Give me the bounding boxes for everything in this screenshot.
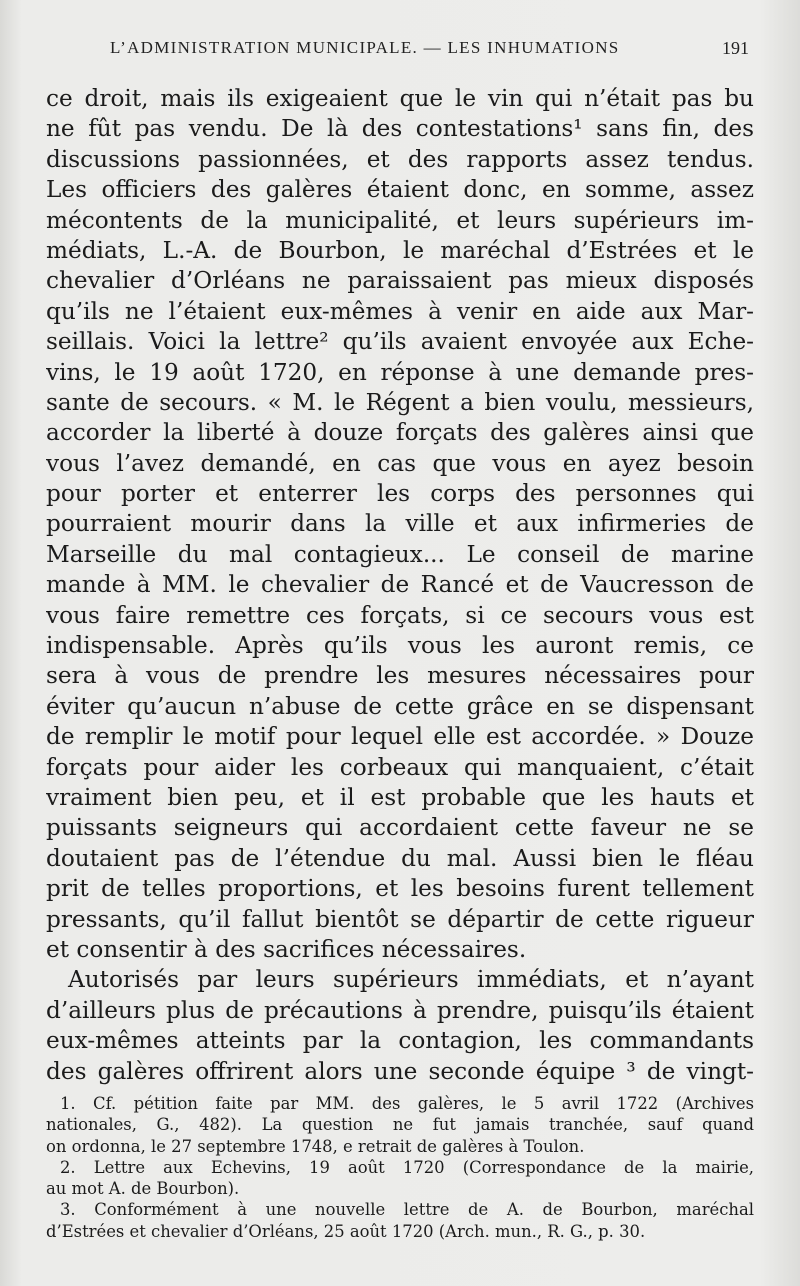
footnote-line: on ordonna, le 27 septembre 1748, e retrait de galères à Toulon.	[46, 1136, 585, 1156]
text-line: ne fût pas vendu. De là des contestations¹ sans fin, des	[46, 115, 754, 143]
text-line: chevalier d’Orléans ne paraissaient pas mieux disposés	[46, 267, 754, 295]
footnote-line: nationales, G., 482). La question ne fut jamais tranchée, sauf quand	[46, 1115, 754, 1135]
text-line: indispensable. Après qu’ils vous les auront remis, ce	[46, 632, 754, 660]
text-line: mande à MM. le chevalier de Rancé et de Vaucresson de	[46, 571, 754, 599]
text-line: vous faire remettre ces forçats, si ce secours vous est	[46, 601, 754, 629]
text-line: éviter qu’aucun n’abuse de cette grâce en se dispensant	[46, 692, 754, 720]
text-line: vraiment bien peu, et il est probable que les hauts et	[46, 783, 754, 811]
text-line: doutaient pas de l’étendue du mal. Aussi bien le fléau	[46, 844, 754, 872]
page-number: 191	[722, 38, 749, 58]
text-line: mécontents de la municipalité, et leurs supérieurs im-	[46, 206, 754, 234]
text-line: accorder la liberté à douze forçats des galères ainsi que	[46, 419, 754, 447]
text-line: forçats pour aider les corbeaux qui manquaient, c’était	[46, 753, 754, 781]
text-line: de remplir le motif pour lequel elle est accordée. » Douze	[46, 723, 754, 751]
text-line: sante de secours. « M. le Régent a bien voulu, messieurs,	[46, 388, 754, 416]
text-line: pourraient mourir dans la ville et aux infirmeries de	[46, 510, 754, 538]
text-line: pour porter et enterrer les corps des personnes qui	[46, 480, 754, 508]
text-line: vins, le 19 août 1720, en réponse à une demande pres-	[46, 358, 754, 386]
text-line: qu’ils ne l’étaient eux-mêmes à venir en aide aux Mar-	[46, 297, 754, 325]
text-line: prit de telles proportions, et les besoins furent tellement	[46, 875, 754, 903]
text-line: d’ailleurs plus de précautions à prendre, puisqu’ils étaient	[46, 996, 754, 1024]
text-line: vous l’avez demandé, en cas que vous en ayez besoin	[46, 449, 754, 477]
text-line: eux-mêmes atteints par la contagion, les commandants	[46, 1027, 754, 1055]
footnote-line: 3. Conformément à une nouvelle lettre de A. de Bourbon, maréchal	[60, 1200, 754, 1220]
text-line: Marseille du mal contagieux... Le conseil de marine	[46, 540, 754, 568]
footnote-line: 2. Lettre aux Echevins, 19 août 1720 (Correspondance de la mairie,	[60, 1157, 754, 1177]
footnotes	[46, 1093, 754, 1242]
running-head: L’ADMINISTRATION MUNICIPALE. — LES INHUMATIONS	[110, 38, 620, 57]
text-line: ce droit, mais ils exigeaient que le vin qui n’était pas bu	[46, 85, 754, 112]
text-line: sera à vous de prendre les mesures nécessaires pour	[46, 662, 754, 690]
text-line: Autorisés par leurs supérieurs immédiats, et n’ayant	[68, 966, 754, 994]
text-line: seillais. Voici la lettre² qu’ils avaient envoyée aux Eche-	[46, 328, 754, 356]
text-line: puissants seigneurs qui accordaient cette faveur ne se	[46, 814, 754, 842]
text-line: médiats, L.-A. de Bourbon, le maréchal d’Estrées et le	[46, 236, 754, 264]
text-line: pressants, qu’il fallut bientôt se départir de cette rigueur	[46, 905, 754, 933]
text-line: et consentir à des sacrifices nécessaires.	[46, 935, 527, 963]
text-line: des galères offrirent alors une seconde équipe ³ de vingt-	[46, 1057, 754, 1085]
footnote-line: d’Estrées et chevalier d’Orléans, 25 août 1720 (Arch. mun., R. G., p. 30.	[46, 1221, 646, 1241]
text-line: Les officiers des galères étaient donc, en somme, assez	[46, 176, 754, 204]
text-line: discussions passionnées, et des rapports assez tendus.	[46, 145, 754, 173]
body-text	[46, 84, 754, 1087]
footnote-line: 1. Cf. pétition faite par MM. des galères, le 5 avril 1722 (Archives	[60, 1094, 754, 1113]
footnote-line: au mot A. de Bourbon).	[46, 1179, 240, 1199]
